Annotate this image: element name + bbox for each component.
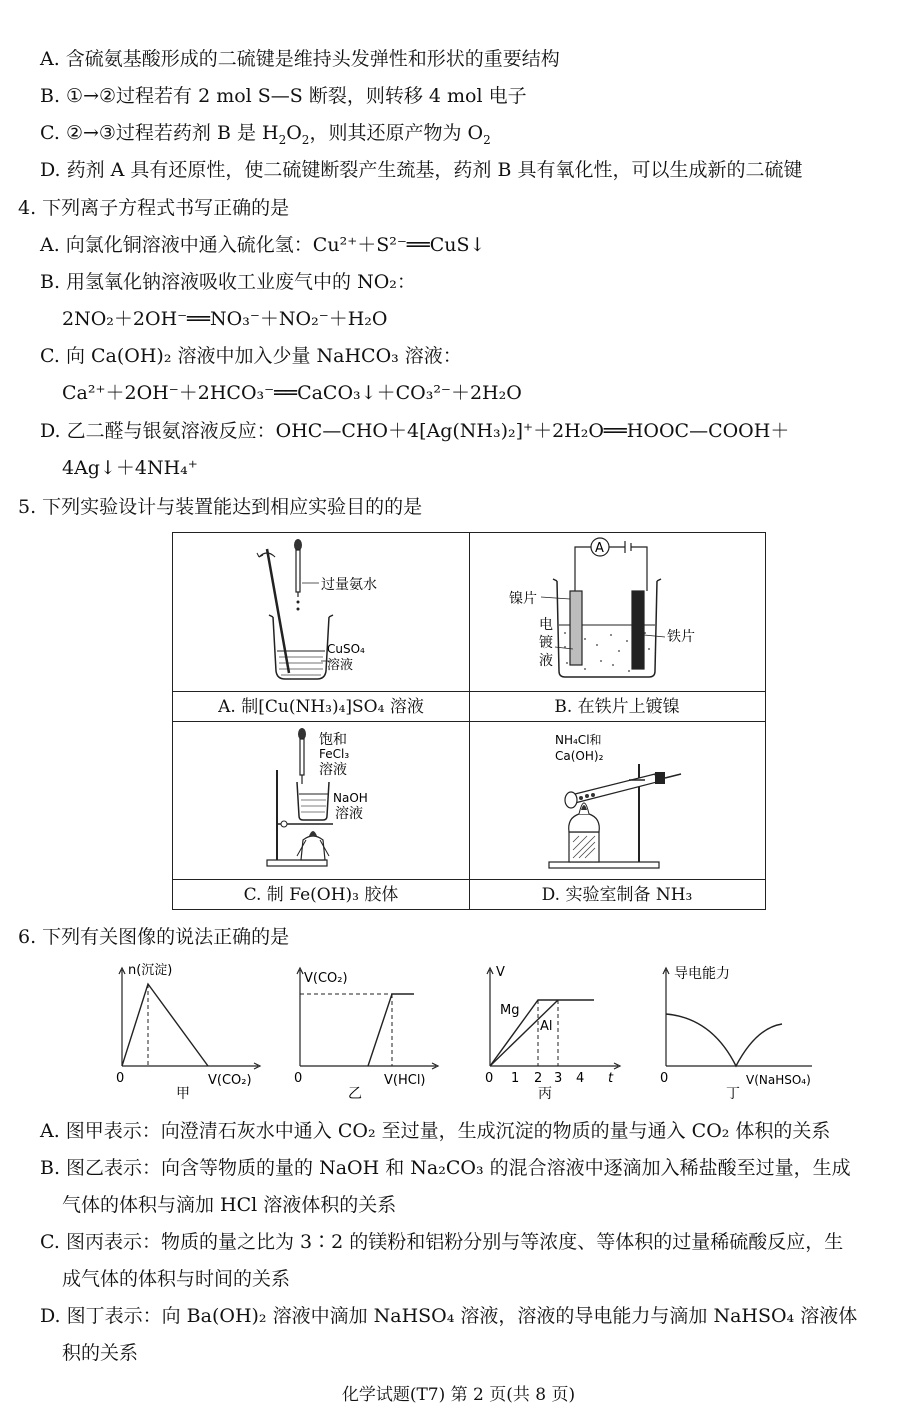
label-electroplate-3: 液 (539, 653, 553, 669)
q4-option-b-equation: 2NO₂＋2OH⁻══NO₃⁻＋NO₂⁻＋H₂O (62, 308, 388, 330)
graph-bing-name: 丙 (538, 1086, 552, 1102)
caption-d: D. 实验室制备 NH₃ (469, 879, 765, 910)
graph-bing-xlabel: t (608, 1071, 614, 1086)
graph-yi-name: 乙 (348, 1086, 362, 1102)
q6-option-c-continued: 成气体的体积与时间的关系 (62, 1268, 291, 1290)
caption-c: C. 制 Fe(OH)₃ 胶体 (173, 879, 469, 910)
label-cuso4: CuSO₄ (327, 642, 365, 656)
q6-option-b-continued: 气体的体积与滴加 HCl 溶液体积的关系 (62, 1194, 397, 1216)
graph-yi-xlabel: V(HCl) (384, 1073, 426, 1088)
graph-bing-tick-4: 4 (576, 1071, 585, 1086)
q3-option-c-text3: ，则其还原产物为 O (309, 122, 484, 144)
graph-bing-mg: Mg (500, 1003, 520, 1018)
apparatus-a-drawing (173, 533, 469, 691)
graph-jia-xlabel: V(CO₂) (208, 1073, 252, 1088)
label-saturated: 饱和 (319, 732, 347, 748)
q6-option-b: B. 图乙表示：向含等物质的量的 NaOH 和 Na₂CO₃ 的混合溶液中逐滴加入稀盐酸至过量，生成 (40, 1157, 851, 1179)
apparatus-d (469, 722, 765, 909)
q6-option-d-continued: 积的关系 (62, 1342, 139, 1364)
caption-a: A. 制[Cu(NH₃)₄]SO₄ 溶液 (173, 691, 469, 722)
q4-option-c: C. 向 Ca(OH)₂ 溶液中加入少量 NaHCO₃ 溶液： (40, 345, 462, 367)
apparatus-b (469, 533, 765, 721)
graph-ding-xlabel: V(NaHSO₄) (746, 1073, 811, 1087)
q4-option-d: D. 乙二醛与银氨溶液反应：OHC—CHO＋4[Ag(NH₃)₂]⁺＋2H₂O══HOOC—COOH＋ (40, 420, 790, 442)
graph-bing-tick-2: 2 (534, 1071, 543, 1086)
q6-option-d: D. 图丁表示：向 Ba(OH)₂ 溶液中滴加 NaHSO₄ 溶液，溶液的导电能力与滴加 NaHSO₄ 溶液体 (40, 1305, 858, 1327)
label-electroplate-2: 镀 (539, 635, 553, 651)
graph-yi-origin: 0 (294, 1071, 303, 1086)
graph-ding-name: 丁 (726, 1086, 740, 1102)
label-caoh2: Ca(OH)₂ (555, 749, 604, 763)
apparatus-c-drawing (173, 722, 469, 879)
graph-bing (476, 958, 636, 1104)
apparatus-table (172, 532, 766, 910)
graph-ding-ylabel: 导电能力 (674, 966, 730, 982)
label-nickel: 镍片 (509, 591, 537, 607)
page-footer: 化学试题(T7) 第 2 页(共 8 页) (341, 1385, 576, 1405)
q3-option-d: D. 药剂 A 具有还原性，使二硫键断裂产生巯基，药剂 B 具有氧化性，可以生成新的二硫键 (40, 159, 803, 181)
label-electroplate-1: 电 (539, 617, 553, 633)
q4-option-c-equation: Ca²⁺＋2OH⁻＋2HCO₃⁻══CaCO₃↓＋CO₃²⁻＋2H₂O (62, 382, 522, 404)
graph-jia (108, 958, 268, 1104)
graph-bing-tick-1: 1 (511, 1071, 520, 1086)
label-iron: 铁片 (667, 629, 695, 645)
label-ammonia: 过量氨水 (321, 577, 377, 593)
q6-stem: 6. 下列有关图像的说法正确的是 (18, 926, 290, 948)
apparatus-d-drawing (469, 722, 765, 879)
graph-bing-origin: 0 (485, 1071, 494, 1086)
graph-ding (652, 958, 822, 1104)
label-cuso4-solution: 溶液 (327, 658, 354, 673)
q6-option-c: C. 图丙表示：物质的量之比为 3∶2 的镁粉和铝粉分别与等浓度、等体积的过量稀硫酸反应，生 (40, 1231, 844, 1253)
label-fecl3: FeCl₃ (319, 747, 350, 761)
graph-jia-name: 甲 (176, 1086, 190, 1102)
q5-stem: 5. 下列实验设计与装置能达到相应实验目的的是 (18, 496, 423, 518)
graph-yi-ylabel: V(CO₂) (304, 971, 348, 986)
q3-option-a: A. 含硫氨基酸形成的二硫键是维持头发弹性和形状的重要结构 (40, 48, 560, 70)
graph-bing-ylabel: V (496, 965, 505, 980)
apparatus-a (173, 533, 469, 721)
graph-bing-tick-3: 3 (554, 1071, 563, 1086)
apparatus-c (173, 722, 469, 909)
graph-jia-origin: 0 (116, 1071, 125, 1086)
graph-jia-ylabel: n(沉淀) (128, 963, 173, 978)
q3-option-c-text2: O (286, 122, 302, 144)
q3-option-b: B. ①→②过程若有 2 mol S—S 断裂，则转移 4 mol 电子 (40, 85, 527, 107)
label-nh4cl: NH₄Cl和 (555, 733, 602, 747)
q6-option-a: A. 图甲表示：向澄清石灰水中通入 CO₂ 至过量，生成沉淀的物质的量与通入 CO₂ 体积的关系 (40, 1120, 831, 1142)
apparatus-b-drawing (469, 533, 765, 691)
q3-option-c-text1: C. ②→③过程若药剂 B 是 H (40, 122, 279, 144)
graph-bing-al: Al (540, 1019, 553, 1034)
label-ammeter: A (595, 541, 604, 556)
q4-stem: 4. 下列离子方程式书写正确的是 (18, 197, 290, 219)
graph-yi (286, 958, 446, 1104)
q3-option-c: C. ②→③过程若药剂 B 是 $H_2O_2$，则其还原产物为 $O_2$ (40, 122, 491, 147)
label-naoh-solution: 溶液 (335, 806, 363, 822)
graph-ding-origin: 0 (660, 1071, 669, 1086)
q4-option-a: A. 向氯化铜溶液中通入硫化氢：Cu²⁺＋S²⁻══CuS↓ (40, 234, 486, 256)
q4-option-b: B. 用氢氧化钠溶液吸收工业废气中的 NO₂： (40, 271, 416, 293)
caption-b: B. 在铁片上镀镍 (469, 691, 765, 722)
q4-option-d-continued: 4Ag↓＋4NH₄⁺ (62, 457, 198, 479)
label-fecl3-solution: 溶液 (319, 762, 347, 778)
label-naoh: NaOH (333, 791, 368, 805)
